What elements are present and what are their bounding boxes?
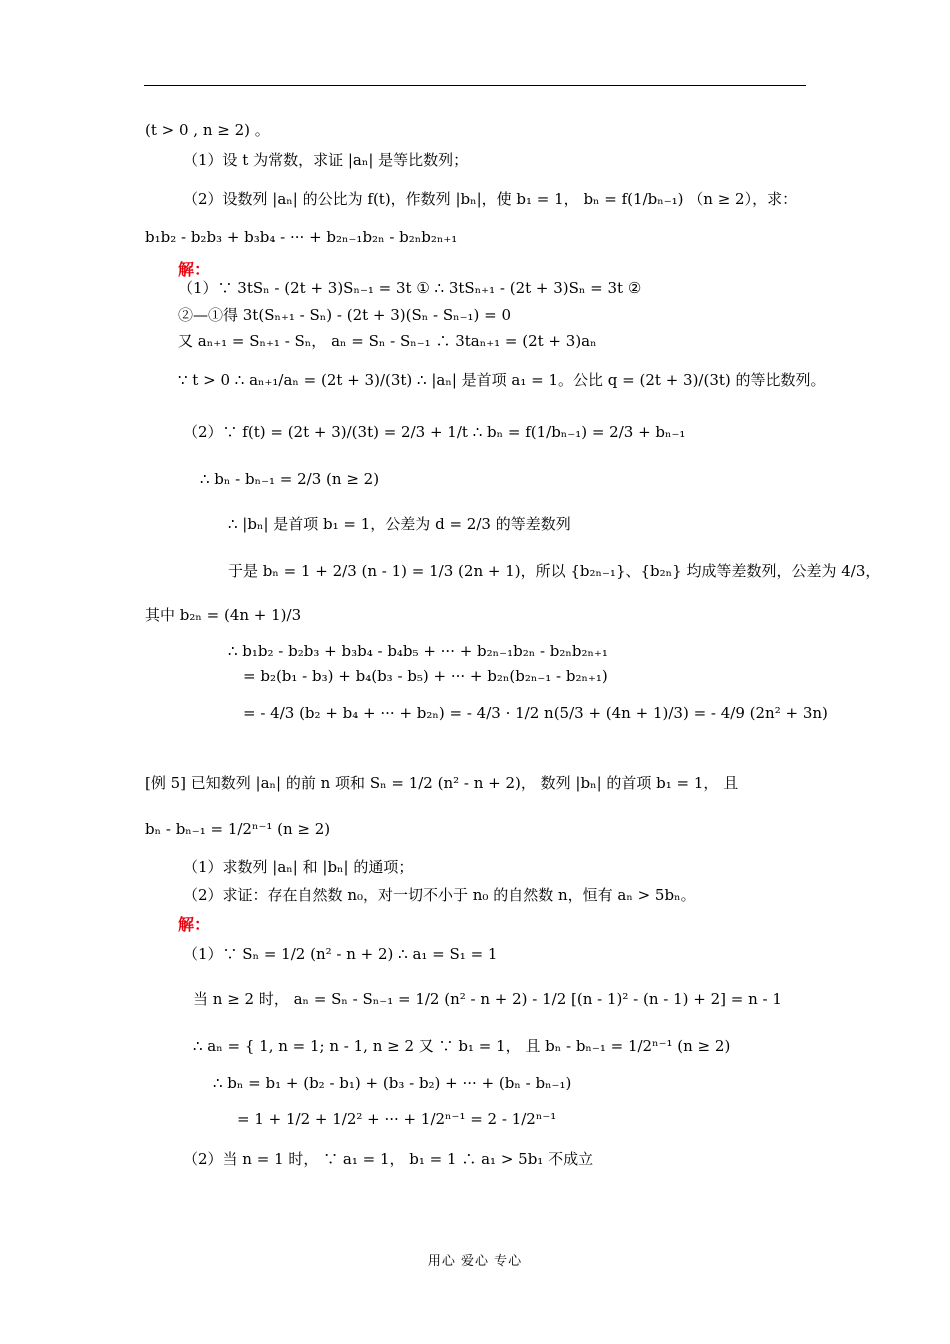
- text-line: [例 5] 已知数列 |aₙ| 的前 n 项和 Sₙ = 1/2 (n² - n + 2)， 数列 |bₙ| 的首项 b₁ = 1， 且: [145, 774, 739, 792]
- text-line: （1）∵ Sₙ = 1/2 (n² - n + 2) ∴ a₁ = S₁ = 1: [183, 945, 498, 963]
- text-line: bₙ - bₙ₋₁ = 1/2ⁿ⁻¹ (n ≥ 2): [145, 820, 331, 838]
- text-line: = - 4/3 (b₂ + b₄ + ··· + b₂ₙ) = - 4/3 · 1/2 n(5/3 + (4n + 1)/3) = - 4/9 (2n² + 3n): [243, 704, 828, 722]
- text-line: b₁b₂ - b₂b₃ + b₃b₄ - ··· + b₂ₙ₋₁b₂ₙ - b₂ₙb₂ₙ₊₁: [145, 228, 458, 246]
- text-line: 其中 b₂ₙ = (4n + 1)/3: [145, 606, 302, 624]
- text-line: ②—①得 3t(Sₙ₊₁ - Sₙ) - (2t + 3)(Sₙ - Sₙ₋₁) = 0: [178, 306, 512, 324]
- text-line: (t > 0 , n ≥ 2) 。: [145, 121, 270, 139]
- text-line: 又 aₙ₊₁ = Sₙ₊₁ - Sₙ， aₙ = Sₙ - Sₙ₋₁ ∴ 3taₙ₊₁ = (2t + 3)aₙ: [178, 332, 597, 350]
- solution-heading: 解：: [178, 915, 211, 934]
- text-line: ∴ bₙ = b₁ + (b₂ - b₁) + (b₃ - b₂) + ··· + (bₙ - bₙ₋₁): [213, 1074, 572, 1092]
- text-line: （2）当 n = 1 时， ∵ a₁ = 1， b₁ = 1 ∴ a₁ > 5b₁ 不成立: [183, 1150, 594, 1168]
- text-line: = 1 + 1/2 + 1/2² + ··· + 1/2ⁿ⁻¹ = 2 - 1/2ⁿ⁻¹: [237, 1110, 557, 1128]
- text-line: （1）设 t 为常数，求证 |aₙ| 是等比数列；: [183, 151, 469, 169]
- text-line: （2）∵ f(t) = (2t + 3)/(3t) = 2/3 + 1/t ∴ bₙ = f(1/bₙ₋₁) = 2/3 + bₙ₋₁: [183, 423, 686, 441]
- solution-heading: 解：: [178, 260, 211, 279]
- text-line: ∴ b₁b₂ - b₂b₃ + b₃b₄ - b₄b₅ + ··· + b₂ₙ₋₁b₂ₙ - b₂ₙb₂ₙ₊₁: [228, 642, 608, 660]
- page-footer: 用心 爱心 专心: [427, 1254, 523, 1269]
- text-line: 于是 bₙ = 1 + 2/3 (n - 1) = 1/3 (2n + 1)，所以 {b₂ₙ₋₁}、{b₂ₙ} 均成等差数列，公差为 4/3，: [228, 562, 881, 580]
- text-line: ∵ t > 0 ∴ aₙ₊₁/aₙ = (2t + 3)/(3t) ∴ |aₙ| 是首项 a₁ = 1。公比 q = (2t + 3)/(3t) 的等比数列。: [178, 371, 826, 389]
- text-line: ∴ bₙ - bₙ₋₁ = 2/3 (n ≥ 2): [200, 470, 380, 488]
- text-line: （2）设数列 |aₙ| 的公比为 f(t)，作数列 |bₙ|，使 b₁ = 1， bₙ = f(1/bₙ₋₁) （n ≥ 2），求：: [183, 190, 798, 208]
- text-line: ∴ aₙ = { 1, n = 1; n - 1, n ≥ 2 又 ∵ b₁ = 1， 且 bₙ - bₙ₋₁ = 1/2ⁿ⁻¹ (n ≥ 2): [193, 1037, 731, 1055]
- text-line: = b₂(b₁ - b₃) + b₄(b₃ - b₅) + ··· + b₂ₙ(b₂ₙ₋₁ - b₂ₙ₊₁): [243, 667, 608, 685]
- text-line: （1）求数列 |aₙ| 和 |bₙ| 的通项；: [183, 858, 414, 876]
- text-line: ∴ |bₙ| 是首项 b₁ = 1，公差为 d = 2/3 的等差数列: [228, 515, 571, 533]
- text-line: （1）∵ 3tSₙ - (2t + 3)Sₙ₋₁ = 3t ① ∴ 3tSₙ₊₁ - (2t + 3)Sₙ = 3t ②: [178, 279, 642, 297]
- text-line: （2）求证：存在自然数 n₀，对一切不小于 n₀ 的自然数 n，恒有 aₙ > 5bₙ。: [183, 886, 696, 904]
- text-line: 当 n ≥ 2 时， aₙ = Sₙ - Sₙ₋₁ = 1/2 (n² - n + 2) - 1/2 [(n - 1)² - (n - 1) + 2] = n - 1: [193, 990, 782, 1008]
- header-rule: [144, 85, 806, 86]
